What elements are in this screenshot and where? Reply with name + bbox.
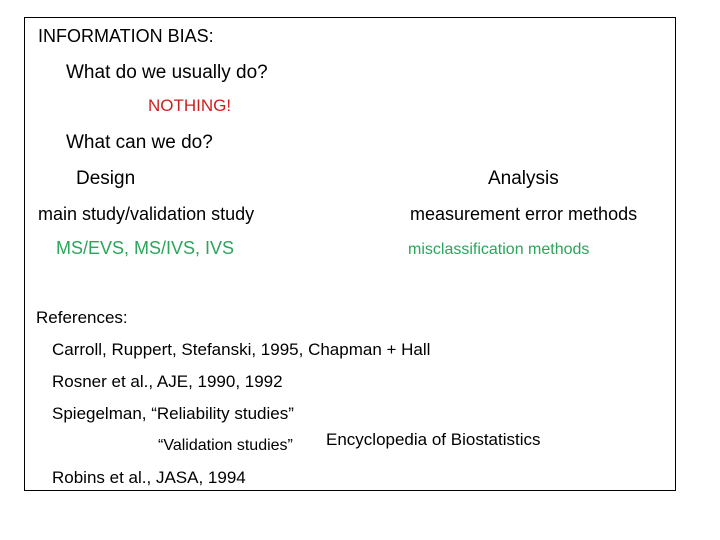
reference-item: Robins et al., JASA, 1994 [52, 468, 246, 487]
analysis-title: Analysis [488, 168, 559, 189]
reference-item: Carroll, Ruppert, Stefanski, 1995, Chapman + Hall [52, 340, 431, 359]
reference-item: Rosner et al., AJE, 1990, 1992 [52, 372, 283, 391]
encyclopedia-note: Encyclopedia of Biostatistics [326, 430, 541, 449]
answer-nothing: NOTHING! [148, 96, 232, 115]
analysis-subtitle: measurement error methods [410, 204, 638, 224]
references-label: References: [36, 308, 128, 327]
question-can: What can we do? [66, 132, 213, 153]
reference-item: Spiegelman, “Reliability studies” [52, 404, 294, 423]
question-usual: What do we usually do? [66, 62, 268, 83]
reference-item: “Validation studies” [158, 437, 293, 454]
design-title: Design [76, 168, 136, 189]
design-methods: MS/EVS, MS/IVS, IVS [56, 238, 235, 258]
analysis-methods: misclassification methods [408, 241, 590, 258]
slide-heading: INFORMATION BIAS: [38, 26, 214, 46]
design-subtitle: main study/validation study [38, 204, 255, 224]
